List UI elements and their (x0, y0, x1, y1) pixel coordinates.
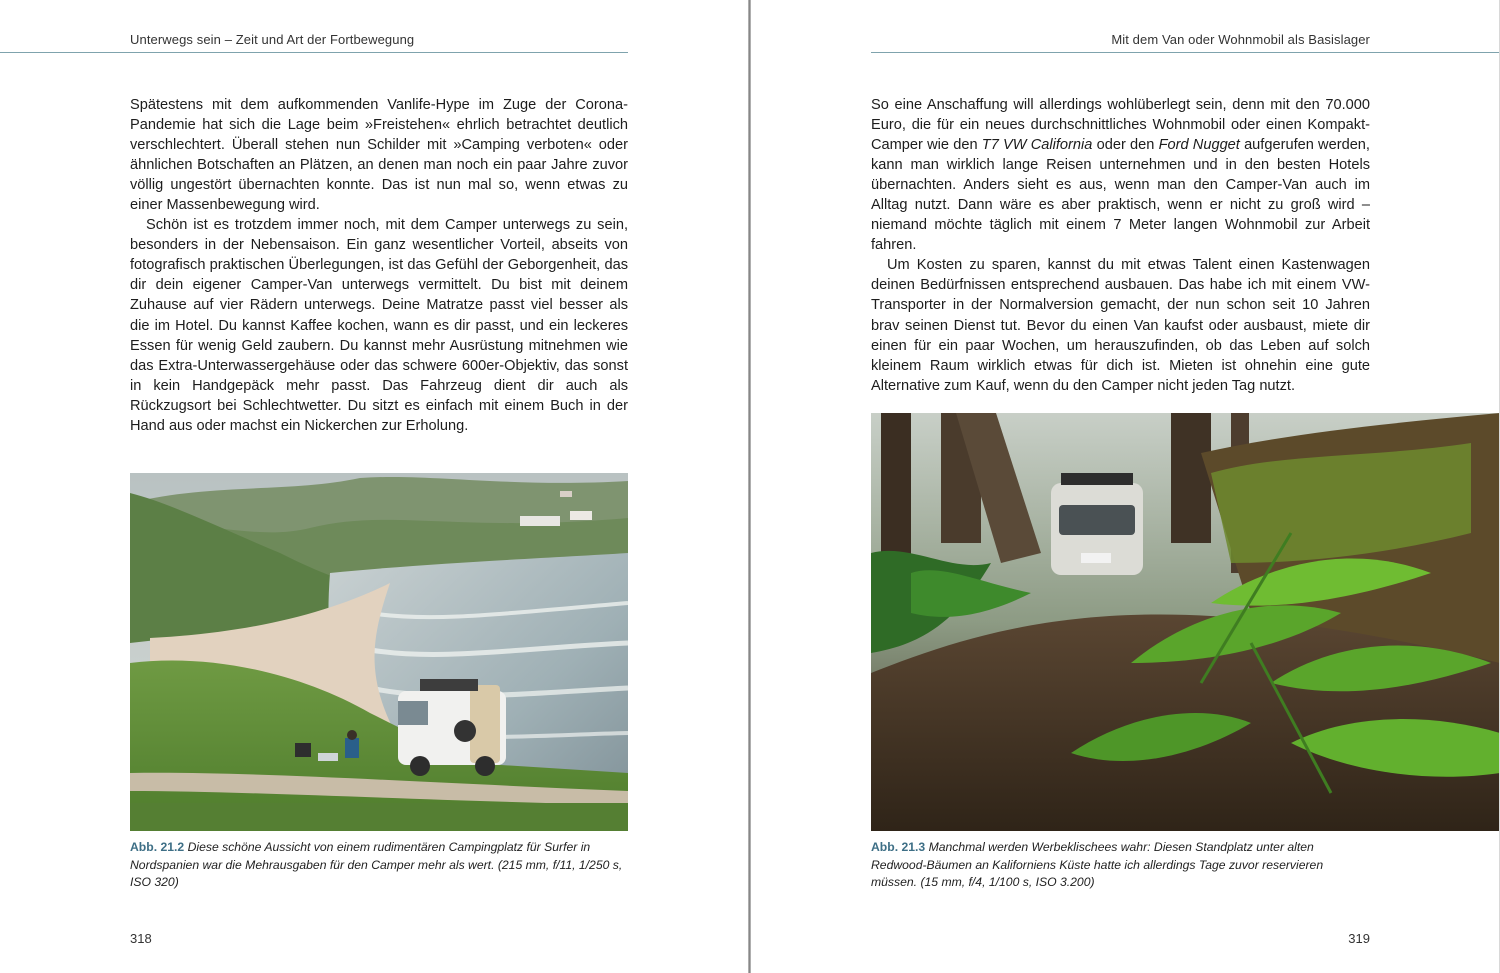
coastal-landscape-illustration (130, 473, 628, 831)
figure-caption-text: Diese schöne Aussicht von einem rudimentären Campingplatz für Surfer in Nordspanien war die Mehrausgaben für den Camper mehr als wert. (215 mm, f/11, 1/250 s, ISO 320) (130, 840, 623, 890)
figure-caption-right (871, 839, 1370, 892)
paragraph: Um Kosten zu sparen, kannst du mit etwas Talent einen Kastenwagen deinen Bedürfnissen entsprechend ausbauen. Das habe ich mit einem VW-Transporter in der Normalversion gemacht, der nun schon seit 10 Jahren brav seinen Dienst tut. Bevor du einen Van kaufst oder ausbaust, miete dir einen für ein paar Wochen, um herauszufinden, ob das Leben auf solch kleinem Raum wirklich etwas für dich ist. Mieten ist ohnehin eine gute Alternative zum Kauf, wenn du den Camper nicht jeden Tag nutzt. (871, 257, 1370, 394)
figure-label: Abb. 21.2 (130, 840, 185, 854)
figure-caption-left (130, 839, 628, 892)
left-page (0, 0, 748, 973)
italic-model-name: T7 VW California (981, 137, 1093, 154)
van-shape (1051, 473, 1143, 575)
body-text-right (871, 95, 1370, 396)
header-rule-left (0, 52, 628, 53)
paragraph: Schön ist es trotzdem immer noch, mit dem Camper unterwegs zu sein, besonders in der Nebensaison. Ein ganz wesentlicher Vorteil, abseits von fotografisch praktischen Überlegungen, ist das Gefühl der Geborgenheit, das dir dein eigener Camper-Van unterwegs vermittelt. Du bist mit deinem Zuhause auf vier Rädern unterwegs. Deine Matratze passt viel besser als die im Hotel. Du kannst Kaffee kochen, wann es dir passt, und ein leckeres Essen für wenig Geld zaubern. Du kannst mehr Ausrüstung mitnehmen wie das Extra-Unterwassergehäuse oder das schwere 600er-Objektiv, das sonst in kein Handgepäck mehr passt. Das Fahrzeug dient dir auch als Rückzugsort bei Schlechtwetter. Du sitzt es einfach mit einem Buch in der Hand aus oder machst ein Nickerchen zur Erholung. (130, 217, 628, 434)
photo-coastal-camper (130, 473, 628, 831)
page-number-right: 319 (1348, 931, 1370, 946)
paragraph (871, 95, 1370, 255)
page-number-left: 318 (130, 931, 152, 946)
figure-caption-text: Manchmal werden Werbeklischees wahr: Diesen Standplatz unter alten Redwood-Bäumen an Kaliforniens Küste hatte ich allerdings Tage zuvor reservieren müssen. (15 mm, f/4, 1/100 s, ISO 3.200) (871, 840, 1324, 890)
text-run: aufgerufen werden, kann man wirklich lange Reisen unternehmen und in den besten Hotels übernachten. Anders sieht es aus, wenn man den Camper-Van auch im Alltag nutzt. Dann wäre es aber praktisch, wenn er nicht zu groß wird – niemand möchte täglich mit einem 7 Meter langen Wohnmobil zur Arbeit fahren. (871, 137, 1370, 254)
italic-model-name: Ford Nugget (1158, 137, 1240, 154)
van-shape (398, 679, 506, 776)
photo-forest-camper (871, 413, 1500, 831)
running-head-right: Mit dem Van oder Wohnmobil als Basislager (1111, 32, 1370, 47)
paragraph: Spätestens mit dem aufkommenden Vanlife-Hype im Zuge der Corona-Pandemie hat sich die Lage beim »Freistehen« ehrlich betrachtet deutlich verschlechtert. Überall stehen nun Schilder mit »Camping verboten« oder ähnlichen Botschaften an Plätzen, an denen man noch ein paar Jahre zuvor völlig ungestört übernachten konnte. Das ist nun mal so, wenn etwas zu einer Massenbewegung wird. (130, 97, 628, 214)
body-text-left (130, 95, 628, 436)
header-rule-right (871, 52, 1500, 53)
text-run: So eine Anschaffung will allerdings wohlüberlegt sein, denn mit den 70.000 Euro, die für ein neues durchschnittliches Wohnmobil oder einen Kompakt-Camper wie den (871, 97, 1370, 154)
figure-label: Abb. 21.3 (871, 840, 926, 854)
running-head-left: Unterwegs sein – Zeit und Art der Fortbewegung (130, 32, 415, 47)
forest-landscape-illustration (871, 413, 1500, 831)
right-page (751, 0, 1500, 973)
text-run: oder den (1092, 137, 1159, 154)
